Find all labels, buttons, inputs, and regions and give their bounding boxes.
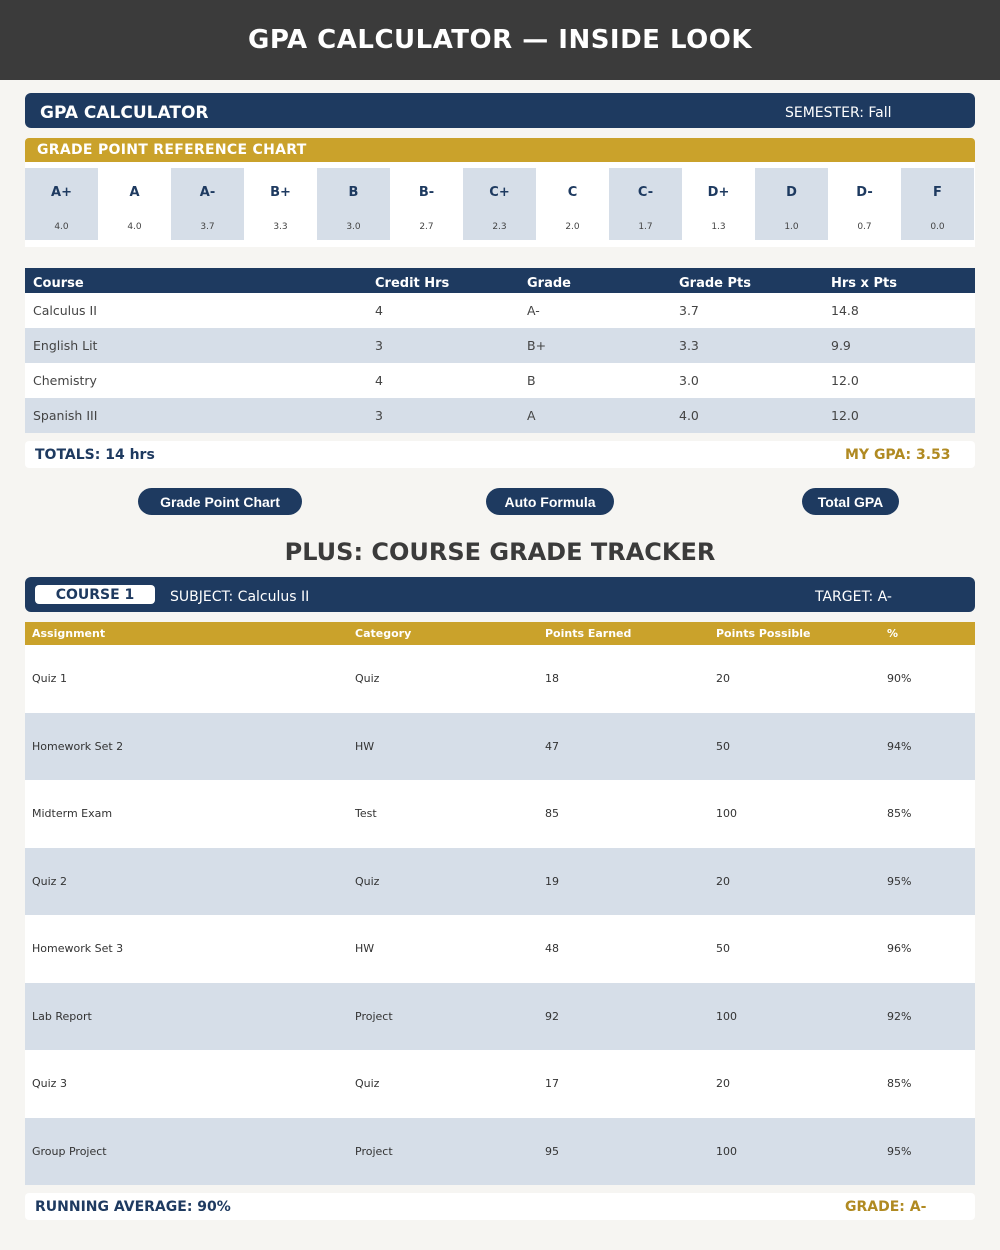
grade-letter: D- xyxy=(856,185,873,200)
assignment-name: Lab Report xyxy=(32,1009,92,1023)
course-grade-tracker-table xyxy=(25,622,975,1185)
points-possible[interactable]: 20 xyxy=(716,672,730,686)
points-earned[interactable]: 17 xyxy=(545,1077,559,1091)
assignment-category: Project xyxy=(355,1144,393,1158)
column-header-grade-pts: Grade Pts xyxy=(679,276,751,291)
column-header-hrs-x-pts: Hrs x Pts xyxy=(831,276,897,291)
percent: 85% xyxy=(887,1077,912,1091)
target-grade: TARGET: A- xyxy=(815,589,892,605)
assignment-category: Quiz xyxy=(355,874,380,888)
grade-cell xyxy=(901,168,974,240)
course-tracker-header xyxy=(25,577,975,612)
grade-cell xyxy=(828,168,901,240)
points-possible[interactable]: 50 xyxy=(716,942,730,956)
totals-bar xyxy=(25,441,975,468)
points-possible[interactable]: 100 xyxy=(716,1144,737,1158)
table-row[interactable] xyxy=(25,293,975,328)
grade-point-reference-chart xyxy=(25,162,975,247)
column-header-points-earned: Points Earned xyxy=(545,627,632,640)
assignment-name: Midterm Exam xyxy=(32,807,113,821)
page-banner xyxy=(0,0,1000,80)
total-hours: TOTALS: 14 hrs xyxy=(35,447,155,463)
points-earned[interactable]: 95 xyxy=(545,1144,559,1158)
table-row[interactable] xyxy=(25,398,975,433)
credit-hours[interactable]: 4 xyxy=(375,303,383,318)
assignment-category: Quiz xyxy=(355,672,380,686)
banner-title: GPA CALCULATOR — INSIDE LOOK xyxy=(247,25,752,55)
subject-label: SUBJECT: Calculus II xyxy=(170,589,310,605)
grade-cell xyxy=(682,168,755,240)
table-row[interactable] xyxy=(25,1118,975,1186)
column-header-credit-hrs: Credit Hrs xyxy=(375,276,450,291)
assignment-category: Test xyxy=(355,807,377,821)
points-possible[interactable]: 100 xyxy=(716,1009,737,1023)
table-row[interactable] xyxy=(25,915,975,983)
column-header-grade: Grade xyxy=(527,276,571,291)
table-row[interactable] xyxy=(25,713,975,781)
assignment-category: Quiz xyxy=(355,1077,380,1091)
assignment-category: HW xyxy=(355,739,375,753)
grade-letter: C+ xyxy=(489,185,510,200)
course-name: Calculus II xyxy=(33,303,97,318)
hrs-x-pts: 12.0 xyxy=(831,373,859,388)
grade-points: 1.3 xyxy=(711,222,726,232)
points-possible[interactable]: 20 xyxy=(716,874,730,888)
percent: 92% xyxy=(887,1009,912,1023)
table-row[interactable] xyxy=(25,780,975,848)
grade-letter: D xyxy=(786,185,797,200)
running-average: RUNNING AVERAGE: 90% xyxy=(35,1199,231,1215)
grade-point-chart-button[interactable]: Grade Point Chart xyxy=(138,488,302,515)
points-earned[interactable]: 18 xyxy=(545,672,559,686)
grade-points: 3.3 xyxy=(679,338,699,353)
percent: 90% xyxy=(887,672,912,686)
grade-points: 1.0 xyxy=(784,222,799,232)
credit-hours[interactable]: 3 xyxy=(375,408,383,423)
grade-letter: A+ xyxy=(51,185,72,200)
grade-points: 1.7 xyxy=(638,222,653,232)
assignment-category: HW xyxy=(355,942,375,956)
assignment-name: Quiz 1 xyxy=(32,672,67,686)
column-header-category: Category xyxy=(355,627,412,640)
grade-cell xyxy=(755,168,828,240)
course-badge[interactable]: COURSE 1 xyxy=(35,585,155,604)
course-name: Chemistry xyxy=(33,373,97,388)
gpa-calculator-title: GPA CALCULATOR xyxy=(40,103,209,123)
grade-points: 0.0 xyxy=(930,222,945,232)
grade-letter: B xyxy=(348,185,359,200)
auto-formula-button[interactable]: Auto Formula xyxy=(486,488,614,515)
table-row[interactable] xyxy=(25,1050,975,1118)
assignment-name: Quiz 2 xyxy=(32,874,67,888)
hrs-x-pts: 14.8 xyxy=(831,303,859,318)
course-name: Spanish III xyxy=(33,408,98,423)
table-header-row xyxy=(25,268,975,293)
grade[interactable]: A- xyxy=(527,303,540,318)
points-earned[interactable]: 48 xyxy=(545,942,559,956)
grade-points: 4.0 xyxy=(127,222,142,232)
grade-points: 2.0 xyxy=(565,222,580,232)
grade-cell xyxy=(171,168,244,240)
table-row[interactable] xyxy=(25,363,975,398)
table-header-row xyxy=(25,622,975,645)
grade-points: 2.3 xyxy=(492,222,507,232)
grade-cell xyxy=(536,168,609,240)
grade-cell xyxy=(25,168,98,240)
grade-letter: C- xyxy=(637,185,654,200)
semester-label[interactable]: SEMESTER: Fall xyxy=(785,105,892,121)
grade-letter: A- xyxy=(199,185,216,200)
reference-chart-title: GRADE POINT REFERENCE CHART xyxy=(25,138,975,162)
column-header-points-possible: Points Possible xyxy=(716,627,811,640)
grade-points: 3.7 xyxy=(200,222,215,232)
grade-letter: A xyxy=(129,185,140,200)
assignment-name: Homework Set 3 xyxy=(32,942,124,956)
points-possible[interactable]: 50 xyxy=(716,739,730,753)
gpa-calculator-header xyxy=(25,93,975,128)
grade-points: 3.3 xyxy=(273,222,288,232)
grade-cell xyxy=(317,168,390,240)
grade-points: 4.0 xyxy=(679,408,699,423)
course-grade: GRADE: A- xyxy=(845,1199,927,1215)
grade-points: 3.7 xyxy=(679,303,699,318)
column-header-percent: % xyxy=(887,627,899,640)
running-average-bar xyxy=(25,1193,975,1220)
assignment-category: Project xyxy=(355,1009,393,1023)
points-earned[interactable]: 92 xyxy=(545,1009,559,1023)
grade-points: 3.0 xyxy=(346,222,361,232)
points-possible[interactable]: 100 xyxy=(716,807,737,821)
column-header-course: Course xyxy=(33,276,84,291)
course-name: English Lit xyxy=(33,338,98,353)
grade-cell xyxy=(609,168,682,240)
assignment-name: Group Project xyxy=(32,1144,107,1158)
tracker-section-title: PLUS: COURSE GRADE TRACKER xyxy=(284,538,716,566)
grade-letter: F xyxy=(933,185,942,200)
table-row[interactable] xyxy=(25,645,975,713)
percent: 85% xyxy=(887,807,912,821)
hrs-x-pts: 12.0 xyxy=(831,408,859,423)
course-gpa-table xyxy=(25,268,975,433)
assignment-name: Quiz 3 xyxy=(32,1077,67,1091)
grade[interactable]: A xyxy=(527,408,536,423)
grade-points: 2.7 xyxy=(419,222,434,232)
points-possible[interactable]: 20 xyxy=(716,1077,730,1091)
grade-cell xyxy=(244,168,317,240)
assignment-name: Homework Set 2 xyxy=(32,739,124,753)
column-header-assignment: Assignment xyxy=(32,627,106,640)
percent: 95% xyxy=(887,1144,912,1158)
table-row[interactable] xyxy=(25,848,975,916)
table-row[interactable] xyxy=(25,983,975,1051)
grade-cell xyxy=(98,168,171,240)
grade-points: 0.7 xyxy=(857,222,872,232)
percent: 96% xyxy=(887,942,912,956)
grade-letter: D+ xyxy=(707,185,730,200)
grade-letter: B- xyxy=(418,185,435,200)
points-earned[interactable]: 19 xyxy=(545,874,559,888)
grade-points: 4.0 xyxy=(54,222,69,232)
credit-hours[interactable]: 4 xyxy=(375,373,383,388)
grade-letter: B+ xyxy=(270,185,291,200)
hrs-x-pts: 9.9 xyxy=(831,338,851,353)
table-row[interactable] xyxy=(25,328,975,363)
grade-cell xyxy=(463,168,536,240)
grade[interactable]: B+ xyxy=(527,338,547,353)
grade-cell xyxy=(390,168,463,240)
my-gpa: MY GPA: 3.53 xyxy=(845,447,951,463)
percent: 95% xyxy=(887,874,912,888)
credit-hours[interactable]: 3 xyxy=(375,338,383,353)
percent: 94% xyxy=(887,739,912,753)
total-gpa-button[interactable]: Total GPA xyxy=(802,488,899,515)
grade-points: 3.0 xyxy=(679,373,699,388)
points-earned[interactable]: 85 xyxy=(545,807,559,821)
grade-letter: C xyxy=(567,185,578,200)
grade[interactable]: B xyxy=(527,373,536,388)
points-earned[interactable]: 47 xyxy=(545,739,559,753)
